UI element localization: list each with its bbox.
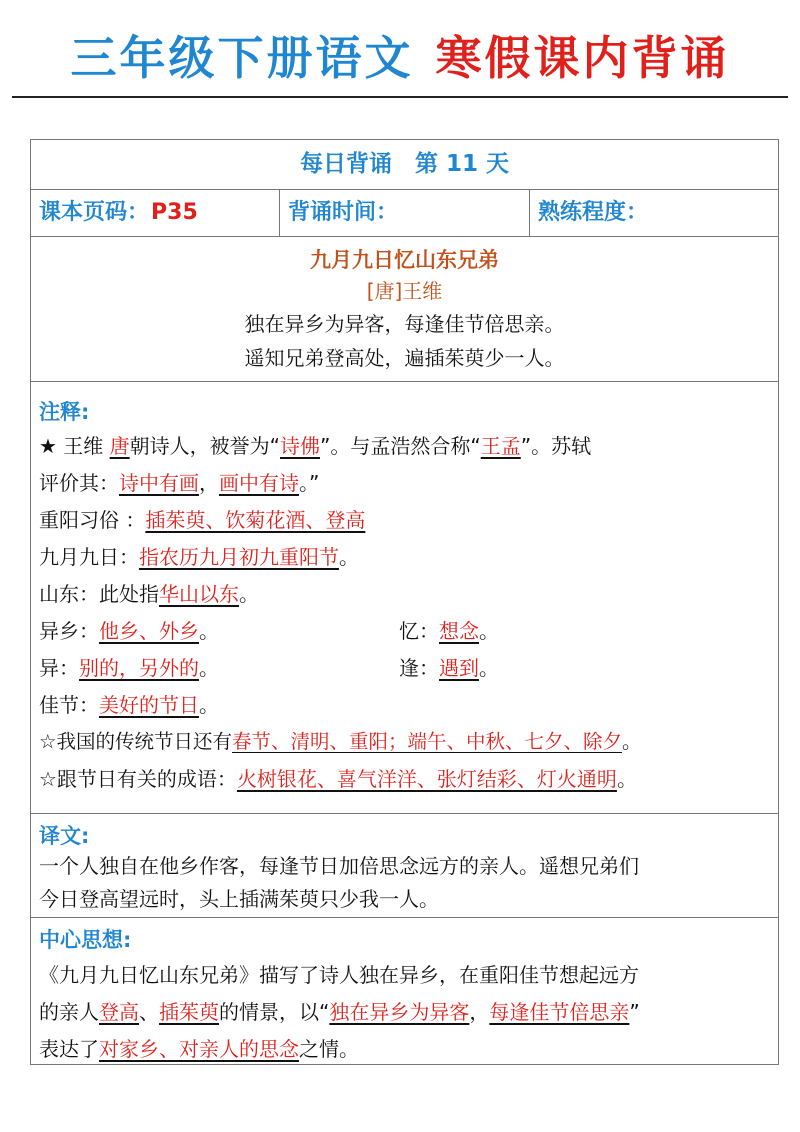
translation-line: 一个人独自在他乡作客，每逢节日加倍思念远方的亲人。遥想兄弟们 <box>39 854 639 878</box>
text: ” <box>629 1000 640 1024</box>
answer: 王孟 <box>480 434 521 458</box>
text: 。 <box>199 656 219 680</box>
notes-section <box>31 382 778 814</box>
answer: 春节、清明、重阳；端午、中秋、七夕、除夕 <box>231 730 622 753</box>
note-idioms <box>39 766 637 792</box>
theme-line-1: 《九月九日忆山东兄弟》描写了诗人独在异乡，在重阳佳节想起远方 <box>39 963 639 987</box>
text: 异乡： <box>39 619 99 643</box>
theme-line-2 <box>39 999 640 1025</box>
page-value: P35 <box>151 200 198 225</box>
text: 山东：此处指 <box>39 582 159 606</box>
text: 、 <box>139 1000 159 1024</box>
note-jiuyue <box>39 544 359 570</box>
answer: 对家乡、对亲人的思念 <box>99 1037 299 1061</box>
poem-line: 遥知兄弟登高处，遍插茱萸少一人。 <box>244 346 565 370</box>
answer: 华山以东 <box>159 582 239 606</box>
text: 朝诗人，被誉为“ <box>129 434 281 458</box>
text: 。 <box>479 619 499 643</box>
text: 异： <box>39 656 79 680</box>
title-divider <box>12 96 788 98</box>
note-wangwei-2 <box>39 470 319 496</box>
text: 忆： <box>399 619 439 643</box>
text: ”。与孟浩然合称“ <box>320 434 481 458</box>
answer: 诗佛 <box>280 434 321 458</box>
note-shandong <box>39 581 259 607</box>
text: ， <box>469 1000 490 1024</box>
note-festivals <box>39 729 642 755</box>
answer: 每逢佳节倍思亲 <box>489 1000 630 1024</box>
text: 逢： <box>399 656 439 680</box>
text: 。 <box>339 545 359 569</box>
note-yi-remember <box>399 618 499 644</box>
answer: 想念 <box>439 619 479 643</box>
text: 。 <box>199 619 219 643</box>
theme-section <box>31 918 778 1064</box>
text: ， <box>199 471 219 495</box>
note-feng <box>399 655 499 681</box>
meta-row <box>31 190 778 237</box>
page-cell <box>31 190 280 236</box>
text: 九月九日： <box>39 545 139 569</box>
answer: 别的，另外的 <box>79 656 199 680</box>
text: 重阳习俗 ： <box>39 508 146 532</box>
answer: 指农历九月初九重阳节 <box>139 545 339 569</box>
notes-heading: 注释: <box>39 400 90 424</box>
recitation-card <box>30 139 779 1065</box>
answer: 火树银花、喜气洋洋、张灯结彩、灯火通明 <box>236 767 617 791</box>
time-label: 背诵时间： <box>288 200 399 225</box>
translation-section <box>31 814 778 918</box>
text: 。 <box>199 693 219 717</box>
answer: 美好的节日 <box>99 693 199 717</box>
text: 评价其： <box>39 471 119 495</box>
text: ☆跟节日有关的成语： <box>39 767 237 791</box>
theme-heading: 中心思想: <box>39 928 132 952</box>
title-red: 寒假课内背诵 <box>435 31 730 85</box>
page-label: 课本页码： <box>39 200 150 225</box>
translation-heading: 译文: <box>39 824 90 848</box>
answer: 画中有诗 <box>219 471 299 495</box>
poem-line: 独在异乡为异客，每逢佳节倍思亲。 <box>244 312 565 336</box>
text: 表达了 <box>39 1037 99 1061</box>
card-title: 每日背诵 第 11 天 <box>31 140 778 190</box>
answer: 唐 <box>109 434 130 458</box>
text: 的亲人 <box>39 1000 99 1024</box>
text: 的情景，以“ <box>219 1000 330 1024</box>
text: 。” <box>299 471 320 495</box>
answer: 插茱萸 <box>159 1000 219 1024</box>
poem-section <box>31 237 778 382</box>
answer: 插茱萸、饮菊花酒、登高 <box>145 508 366 532</box>
answer: 登高 <box>99 1000 139 1024</box>
poem-author: [唐]王维 <box>366 279 443 303</box>
text: 。 <box>479 656 499 680</box>
text: 。 <box>616 767 637 791</box>
title-blue: 三年级下册语文 <box>70 31 414 85</box>
answer: 他乡、外乡 <box>99 619 199 643</box>
level-cell <box>530 190 778 236</box>
text: 。 <box>239 582 259 606</box>
page-title <box>0 28 800 88</box>
text: ★ 王维 <box>39 434 110 458</box>
theme-line-3 <box>39 1036 359 1062</box>
answer: 诗中有画 <box>119 471 199 495</box>
note-jiajie <box>39 692 219 718</box>
text: 佳节： <box>39 693 99 717</box>
translation-line: 今日登高望远时，头上插满茱萸只少我一人。 <box>39 887 439 911</box>
text: 之情。 <box>299 1037 359 1061</box>
level-label: 熟练程度： <box>538 200 649 225</box>
answer: 独在异乡为异客 <box>329 1000 470 1024</box>
note-wangwei <box>39 433 591 459</box>
note-yixiang <box>39 618 219 644</box>
note-chongyang <box>39 507 365 533</box>
poem-title: 九月九日忆山东兄弟 <box>310 248 499 272</box>
time-cell <box>280 190 530 236</box>
answer: 遇到 <box>439 656 479 680</box>
text: ☆我国的传统节日还有 <box>39 730 232 753</box>
text: 。 <box>622 730 642 753</box>
text: ”。苏轼 <box>520 434 592 458</box>
note-yi-diff <box>39 655 219 681</box>
